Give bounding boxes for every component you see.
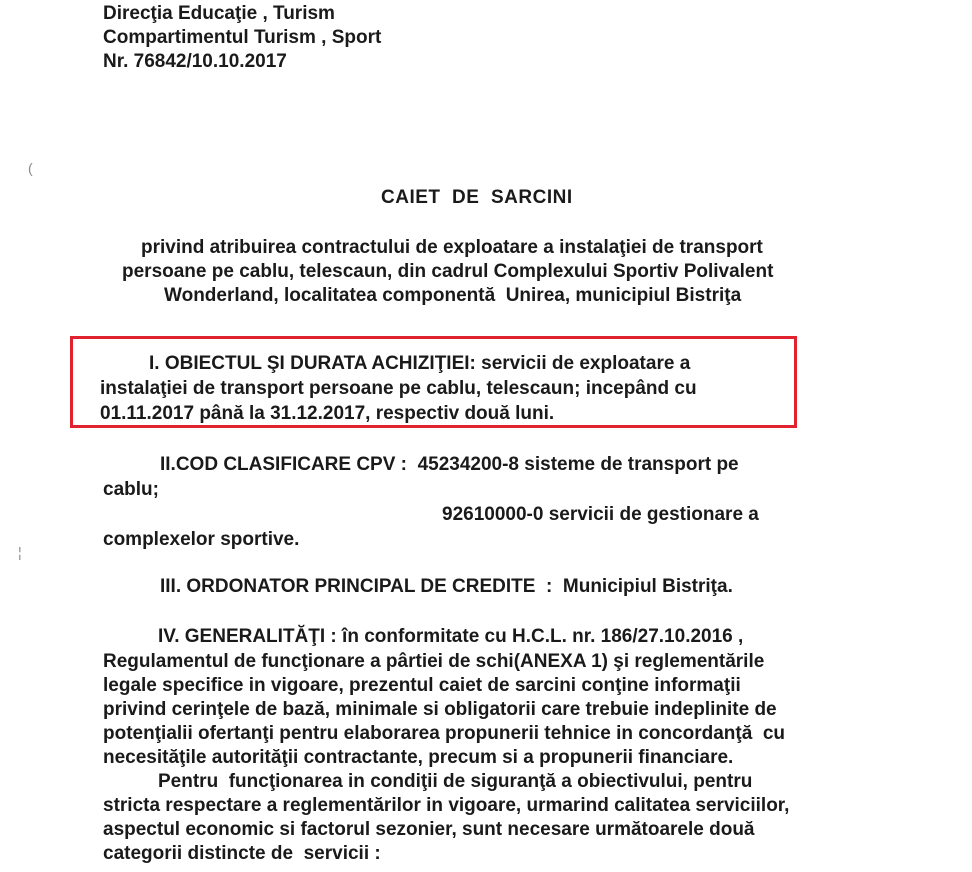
- section-4-line: privind cerinţele de bază, minimale si obligatorii care trebuie indeplinite de: [103, 699, 777, 720]
- section-2-line: complexelor sportive.: [103, 529, 300, 550]
- subtitle-line: persoane pe cablu, telescaun, din cadrul Complexului Sportiv Polivalent: [122, 261, 774, 282]
- section-4-line: legale specifice in vigoare, prezentul caiet de sarcini conţine informaţii: [103, 675, 741, 696]
- scan-mark: (: [28, 160, 33, 176]
- section-3-line: III. ORDONATOR PRINCIPAL DE CREDITE : Municipiul Bistriţa.: [160, 576, 733, 597]
- section-4-line: IV. GENERALITĂŢI : în conformitate cu H.C.L. nr. 186/27.10.2016 ,: [158, 626, 744, 647]
- section-2-line: 92610000-0 servicii de gestionare a: [442, 504, 759, 525]
- section-4-line: potenţialii ofertanţi pentru elaborarea propunerii tehnice in concordanţă cu: [103, 723, 785, 744]
- header-compartment: Compartimentul Turism , Sport: [103, 27, 382, 48]
- paragraph-line: stricta respectare a reglementărilor in vigoare, urmarind calitatea serviciilor,: [103, 795, 790, 816]
- header-registration-number: Nr. 76842/10.10.2017: [103, 51, 287, 72]
- document-title: CAIET DE SARCINI: [381, 187, 573, 208]
- section-2-line: cablu;: [103, 479, 159, 500]
- section-1-line: I. OBIECTUL ŞI DURATA ACHIZIŢIEI: servicii de exploatare a: [149, 353, 691, 374]
- scan-mark: ¦: [18, 544, 22, 560]
- paragraph-line: categorii distincte de servicii :: [103, 843, 381, 864]
- section-1-line: 01.11.2017 până la 31.12.2017, respectiv două luni.: [100, 403, 555, 424]
- header-department: Direcţia Educaţie , Turism: [103, 3, 335, 24]
- subtitle-line: privind atribuirea contractului de exploatare a instalaţiei de transport: [141, 237, 763, 258]
- section-4-line: Regulamentul de funcţionare a pârtiei de schi(ANEXA 1) şi reglementările: [103, 651, 765, 672]
- section-2-line: II.COD CLASIFICARE CPV : 45234200-8 sisteme de transport pe: [160, 454, 739, 475]
- paragraph-line: Pentru funcţionarea in condiţii de siguranţă a obiectivului, pentru: [158, 771, 753, 792]
- subtitle-line: Wonderland, localitatea componentă Unirea, municipiul Bistriţa: [164, 285, 742, 306]
- section-4-line: necesităţile autorităţii contractante, precum si a propunerii financiare.: [103, 747, 734, 768]
- paragraph-line: aspectul economic si factorul sezonier, sunt necesare următoarele două: [103, 819, 755, 840]
- section-1-line: instalaţiei de transport persoane pe cablu, telescaun; incepând cu: [100, 378, 697, 399]
